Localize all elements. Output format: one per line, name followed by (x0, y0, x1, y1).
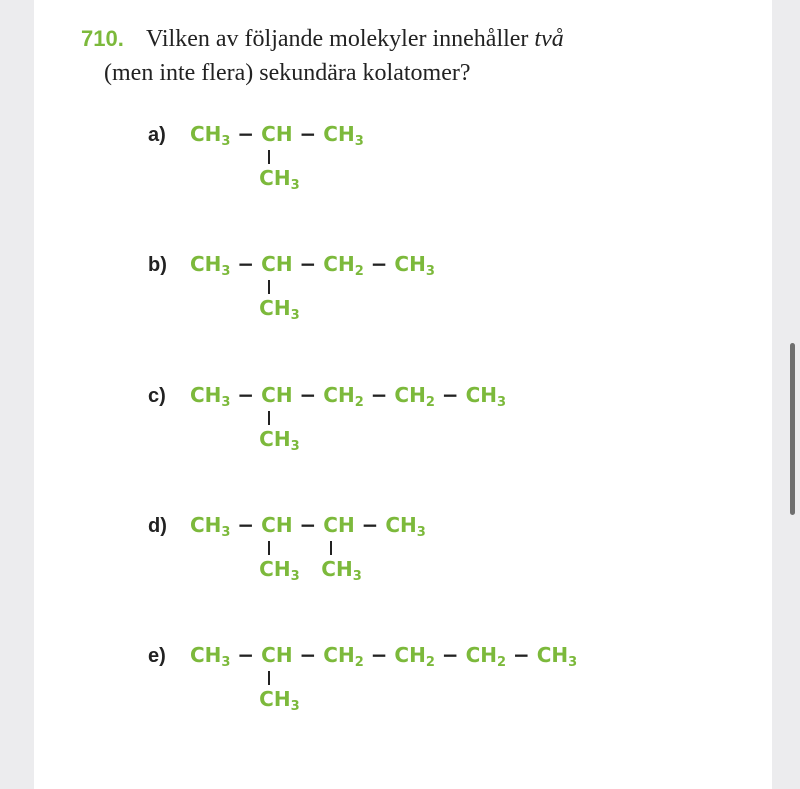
formula-main-chain (190, 122, 364, 149)
bond-dash: − (292, 513, 324, 537)
vertical-bond (268, 150, 270, 164)
formula-main-chain (190, 252, 435, 279)
option-a (148, 124, 708, 214)
carbon-group: $CH_3$ (536, 643, 578, 670)
bond-dash: − (230, 252, 262, 276)
bond-dash: − (363, 252, 395, 276)
carbon-group: CH (261, 643, 293, 667)
option-label: b) (148, 254, 167, 276)
branch-group: $CH_3$ (259, 557, 300, 584)
bond-dash: − (363, 643, 395, 667)
carbon-group: CH (261, 383, 293, 407)
scrollbar[interactable] (790, 343, 795, 515)
carbon-group: $CH_3$ (190, 513, 231, 540)
carbon-group: $CH_3$ (394, 252, 435, 279)
bond-dash: − (434, 383, 466, 407)
bond-dash: − (230, 643, 262, 667)
bond-dash: − (230, 122, 262, 146)
option-label: c) (148, 385, 166, 407)
carbon-group: $CH_3$ (190, 643, 231, 670)
bond-dash: − (506, 643, 537, 667)
question-text (104, 22, 564, 90)
formula-main-chain (190, 513, 426, 540)
bond-dash: − (292, 252, 324, 276)
branch-group: $CH_3$ (321, 557, 362, 584)
carbon-group: $CH_3$ (190, 383, 231, 410)
carbon-group: $CH_2$ (323, 252, 364, 279)
formula-branch (259, 150, 299, 193)
carbon-group: CH (323, 513, 355, 537)
carbon-group: $CH_2$ (394, 383, 435, 410)
vertical-bond (268, 541, 270, 555)
carbon-group: $CH_2$ (323, 383, 364, 410)
branch-group: $CH_3$ (259, 166, 300, 193)
carbon-group: $CH_3$ (323, 122, 364, 149)
question-number: 710. (81, 26, 124, 51)
carbon-group: $CH_2$ (465, 643, 507, 670)
carbon-group: $CH_2$ (394, 643, 435, 670)
bond-dash: − (354, 513, 386, 537)
branch-group: $CH_3$ (259, 687, 300, 714)
formula-branch (259, 280, 299, 323)
formula-branch (321, 541, 361, 584)
option-b (148, 254, 708, 344)
carbon-group: $CH_3$ (190, 252, 231, 279)
bond-dash: − (363, 383, 395, 407)
vertical-bond (268, 671, 270, 685)
bond-dash: − (230, 513, 262, 537)
bond-dash: − (434, 643, 466, 667)
option-label: d) (148, 515, 167, 537)
formula-branch (259, 541, 299, 584)
option-d (148, 515, 708, 605)
formula-branch (259, 671, 299, 714)
carbon-group: CH (261, 122, 293, 146)
formula-main-chain (190, 643, 577, 670)
formula-main-chain (190, 383, 506, 410)
bond-dash: − (230, 383, 262, 407)
vertical-bond (268, 411, 270, 425)
formula-branch (259, 411, 299, 454)
carbon-group: CH (261, 252, 293, 276)
option-label: e) (148, 645, 166, 667)
carbon-group: $CH_3$ (385, 513, 426, 540)
branch-group: $CH_3$ (259, 427, 300, 454)
question-emphasis: två (534, 26, 564, 52)
bond-dash: − (292, 122, 324, 146)
question-line1: Vilken av följande molekyler innehåller (146, 26, 529, 52)
bond-dash: − (292, 383, 324, 407)
carbon-group: CH (261, 513, 293, 537)
branch-group: $CH_3$ (259, 296, 300, 323)
option-e (148, 645, 708, 735)
bond-dash: − (292, 643, 324, 667)
carbon-group: $CH_3$ (190, 122, 231, 149)
carbon-group: $CH_2$ (323, 643, 364, 670)
option-label: a) (148, 124, 166, 146)
vertical-bond (330, 541, 332, 555)
question-line2: (men inte flera) sekundära kolatomer? (104, 60, 471, 86)
option-c (148, 385, 708, 475)
carbon-group: $CH_3$ (465, 383, 507, 410)
vertical-bond (268, 280, 270, 294)
